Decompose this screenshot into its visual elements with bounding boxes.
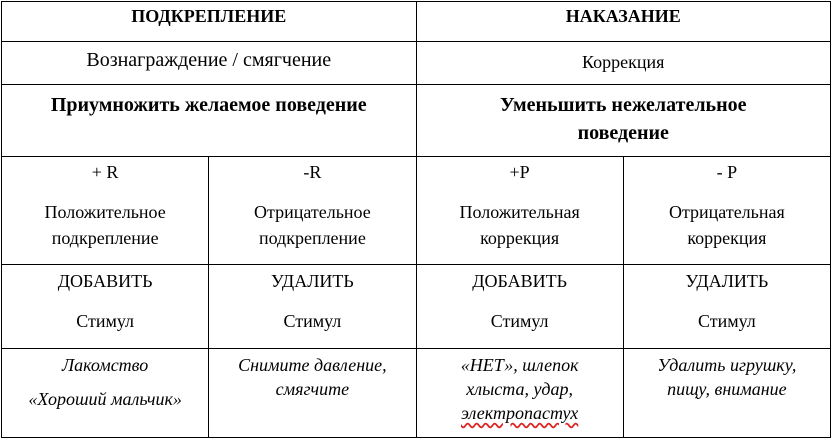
example-text: «НЕТ», шлепок хлыста, удар, (460, 355, 579, 399)
example-text: электропастух (461, 403, 579, 423)
code-label: + R (91, 162, 119, 182)
example-row (2, 349, 831, 438)
cell-negative-correction (623, 157, 830, 265)
cell-negative-reinforcement (209, 157, 416, 265)
type-row (2, 157, 831, 265)
goal-reinforcement: Приумножить желаемое поведение (2, 85, 417, 157)
reinforcement-punishment-table (1, 1, 831, 438)
action-cell (2, 265, 209, 349)
code-label: -R (303, 162, 322, 182)
action-cell (209, 265, 416, 349)
type-name: Положительная коррекция (459, 202, 580, 248)
example-text: Снимите давление, смягчите (238, 355, 387, 399)
subheader-punishment: Коррекция (416, 42, 831, 85)
example-cell (209, 349, 416, 438)
code-label: - P (716, 162, 738, 182)
action-row (2, 265, 831, 349)
stimulus-label: Стимул (283, 311, 342, 331)
type-name: Отрицательная коррекция (668, 202, 785, 248)
type-name: Отрицательное подкрепление (253, 202, 371, 248)
example-cell (2, 349, 209, 438)
type-name: Положительное подкрепление (44, 202, 166, 248)
action-cell (623, 265, 830, 349)
action-label: ДОБАВИТЬ (57, 271, 153, 291)
code-label: +P (509, 162, 530, 182)
action-cell (416, 265, 623, 349)
subheader-reinforcement: Вознаграждение / смягчение (2, 42, 417, 85)
stimulus-label: Стимул (490, 311, 549, 331)
header-row (2, 2, 831, 42)
stimulus-label: Стимул (76, 311, 135, 331)
example-text: Лакомство (61, 355, 149, 375)
cell-positive-correction (416, 157, 623, 265)
stimulus-label: Стимул (697, 311, 756, 331)
goal-row (2, 85, 831, 157)
header-reinforcement: ПОДКРЕПЛЕНИЕ (2, 2, 417, 42)
example-cell (416, 349, 623, 438)
subheader-row (2, 42, 831, 85)
example-text: «Хороший мальчик» (28, 389, 182, 409)
cell-positive-reinforcement (2, 157, 209, 265)
header-punishment: НАКАЗАНИЕ (416, 2, 831, 42)
goal-punishment: Уменьшить нежелательное поведение (416, 85, 831, 157)
example-text: Удалить игрушку, пищу, внимание (657, 355, 797, 399)
example-cell (623, 349, 830, 438)
action-label: ДОБАВИТЬ (472, 271, 567, 291)
action-label: УДАЛИТЬ (271, 271, 354, 291)
action-label: УДАЛИТЬ (685, 271, 769, 291)
